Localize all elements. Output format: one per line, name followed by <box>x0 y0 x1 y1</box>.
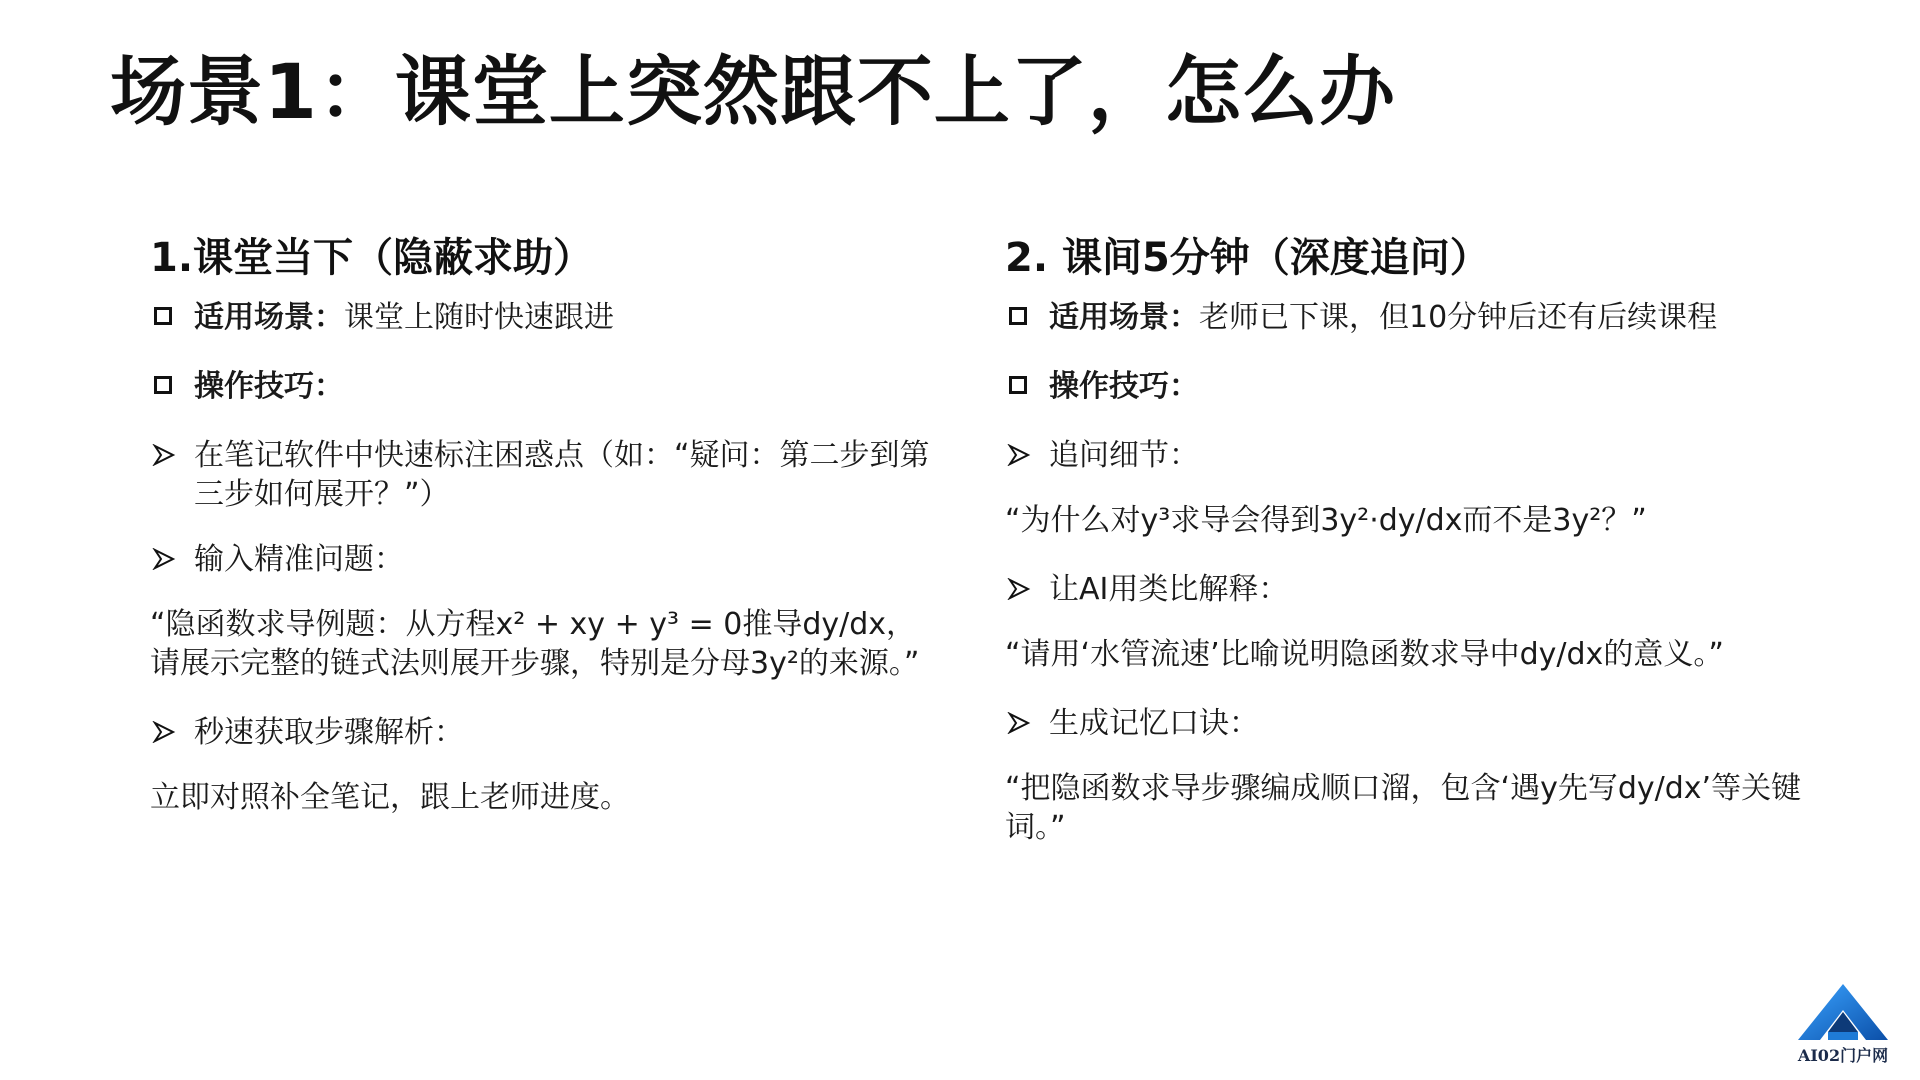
right-tips-row <box>1005 367 1815 406</box>
logo-text: AI02门户网 <box>1797 1046 1889 1065</box>
left-tips-label: 操作技巧： <box>194 369 344 404</box>
square-box-icon <box>1009 376 1027 394</box>
logo-mark-icon <box>1788 982 1898 1044</box>
left-scene-label: 适用场景： <box>194 300 344 335</box>
right-tips-label: 操作技巧： <box>1049 369 1199 404</box>
right-scene-value: 老师已下课，但10分钟后还有后续课程 <box>1199 300 1718 335</box>
arrow-bullet-icon <box>152 721 176 743</box>
left-scene-value: 课堂上随时快速跟进 <box>344 300 614 335</box>
left-bullet-2-text: 输入精准问题： <box>194 542 404 577</box>
arrow-bullet-icon <box>152 444 176 466</box>
slide-title: 场景1：课堂上突然跟不上了，怎么办 <box>110 47 1396 136</box>
site-logo <box>1788 982 1898 1066</box>
right-heading: 2. 课间5分钟（深度追问） <box>1005 235 1490 281</box>
left-bullet-1 <box>150 436 930 514</box>
right-bullet-3-text: 生成记忆口诀： <box>1049 706 1259 741</box>
right-column <box>1005 232 1815 877</box>
square-box-icon <box>1009 307 1027 325</box>
arrow-bullet-icon <box>1007 578 1031 600</box>
arrow-bullet-icon <box>1007 712 1031 734</box>
left-conclusion: 立即对照补全笔记，跟上老师进度。 <box>150 780 630 815</box>
square-box-icon <box>154 376 172 394</box>
left-column <box>150 232 930 847</box>
left-scene-row <box>150 298 930 337</box>
left-bullet-3 <box>150 713 930 752</box>
right-quote-1: “为什么对y³求导会得到3y²·dy/dx而不是3y²？” <box>1005 503 1647 538</box>
left-bullet-1-text: 在笔记软件中快速标注困惑点（如：“疑问：第二步到第三步如何展开？”） <box>194 438 930 512</box>
right-scene-label: 适用场景： <box>1049 300 1199 335</box>
arrow-bullet-icon <box>1007 444 1031 466</box>
right-bullet-3 <box>1005 704 1815 743</box>
left-quote-1: “隐函数求导例题：从方程x² + xy + y³ = 0推导dy/dx，请展示完整的链式法则展开步骤，特别是分母3y²的来源。” <box>150 607 920 681</box>
left-bullet-2 <box>150 540 930 579</box>
right-bullet-1-text: 追问细节： <box>1049 438 1199 473</box>
right-quote-2: “请用‘水管流速’比喻说明隐函数求导中dy/dx的意义。” <box>1005 637 1724 672</box>
right-scene-row <box>1005 298 1815 337</box>
square-box-icon <box>154 307 172 325</box>
right-bullet-2 <box>1005 570 1815 609</box>
arrow-bullet-icon <box>152 548 176 570</box>
right-bullet-2-text: 让AI用类比解释： <box>1049 572 1289 607</box>
left-tips-row <box>150 367 930 406</box>
left-bullet-3-text: 秒速获取步骤解析： <box>194 715 464 750</box>
right-quote-3: “把隐函数求导步骤编成顺口溜，包含‘遇y先写dy/dx’等关键词。” <box>1005 771 1802 845</box>
right-bullet-1 <box>1005 436 1815 475</box>
left-heading: 1.课堂当下（隐蔽求助） <box>150 235 594 281</box>
